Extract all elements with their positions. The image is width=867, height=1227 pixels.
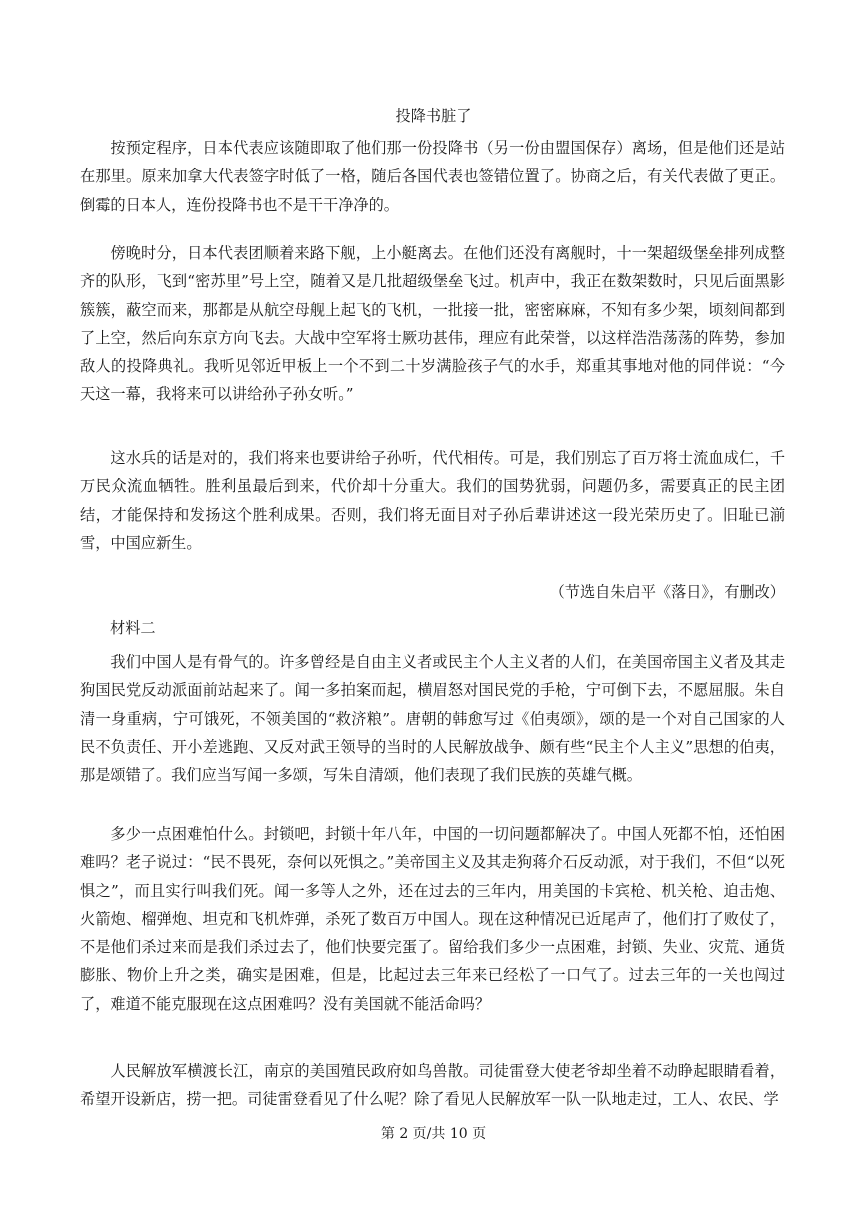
source-citation: （节选自朱启平《落日》，有删改） [549, 583, 785, 601]
material-two-paragraph-3: 人民解放军横渡长江，南京的美国殖民政府如鸟兽散。司徒雷登大使老爷却坐着不动睁起眼睛看着，希望开设新店，捞一把。司徒雷登看见了什么呢？除了看见人民解放军一队一队地走过，工人、农民、学 [80, 1062, 785, 1109]
section-title: 投降书脏了 [395, 107, 472, 125]
paragraph-1: 按预定程序，日本代表应该随即取了他们那一份投降书（另一份由盟国保存）离场，但是他们还是站在那里。原来加拿大代表签字时低了一格，随后各国代表也签错位置了。协商之后，有关代表做了更正。倒霉的日本人，连份投降书也不是干干净净的。 [80, 139, 785, 214]
paragraph-2: 傍晚时分，日本代表团顺着来路下舰，上小艇离去。在他们还没有离舰时，十一架超级堡垒排列成整齐的队形，飞到“密苏里”号上空，随着又是几批超级堡垒飞过。机声中，我正在数架数时，只见后面黑影簇簇，蔽空而来，那都是从航空母舰上起飞的飞机，一批接一批，密密麻麻，不知有多少架，顷刻间都到了上空，然后向东京方向飞去。大战中空军将士厥功甚伟，理应有此荣誉，以这样浩浩荡荡的阵势，参加敌人的投降典礼。我听见邻近甲板上一个不到二十岁满脸孩子气的水手，郑重其事地对他的同伴说：“今天这一幕，我将来可以讲给孙子孙女听。” [80, 244, 785, 404]
material-two-paragraph-2: 多少一点困难怕什么。封锁吧，封锁十年八年，中国的一切问题都解决了。中国人死都不怕，还怕困难吗？老子说过：“民不畏死，奈何以死惧之。”美帝国主义及其走狗蒋介石反动派，对于我们，不但“以死惧之”，而且实行叫我们死。闻一多等人之外，还在过去的三年内，用美国的卡宾枪、机关枪、迫击炮、火箭炮、榴弹炮、坦克和飞机炸弹，杀死了数百万中国人。现在这种情况已近尾声了，他们打了败仗了，不是他们杀过来而是我们杀过去了，他们快要完蛋了。留给我们多少一点困难，封锁、失业、灾荒、通货膨胀、物价上升之类，确实是困难，但是，比起过去三年来已经松了一口气了。过去三年的一关也闯过了，难道不能克服现在这点困难吗？没有美国就不能活命吗？ [80, 825, 785, 1013]
material-two-paragraph-1: 我们中国人是有骨气的。许多曾经是自由主义者或民主个人主义者的人们，在美国帝国主义者及其走狗国民党反动派面前站起来了。闻一多拍案而起，横眉怒对国民党的手枪，宁可倒下去，不愿屈服。朱自清一身重病，宁可饿死，不领美国的“救济粮”。唐朝的韩愈写过《伯夷颂》，颂的是一个对自己国家的人民不负责任、开小差逃跑、又反对武王领导的当时的人民解放战争、颇有些“民主个人主义”思想的伯夷，那是颂错了。我们应当写闻一多颂，写朱自清颂，他们表现了我们民族的英雄气概。 [80, 653, 785, 785]
page-footer: 第 2 页/共 10 页 [380, 1126, 487, 1142]
paragraph-3: 这水兵的话是对的，我们将来也要讲给子孙听，代代相传。可是，我们别忘了百万将士流血成仁，千万民众流血牺牲。胜利虽最后到来，代价却十分重大。我们的国势犹弱，问题仍多，需要真正的民主团结，才能保持和发扬这个胜利成果。否则，我们将无面目对子孙后辈讲述这一段光荣历史了。旧耻已湔雪，中国应新生。 [80, 449, 785, 552]
material-two-label: 材料二 [110, 619, 156, 637]
